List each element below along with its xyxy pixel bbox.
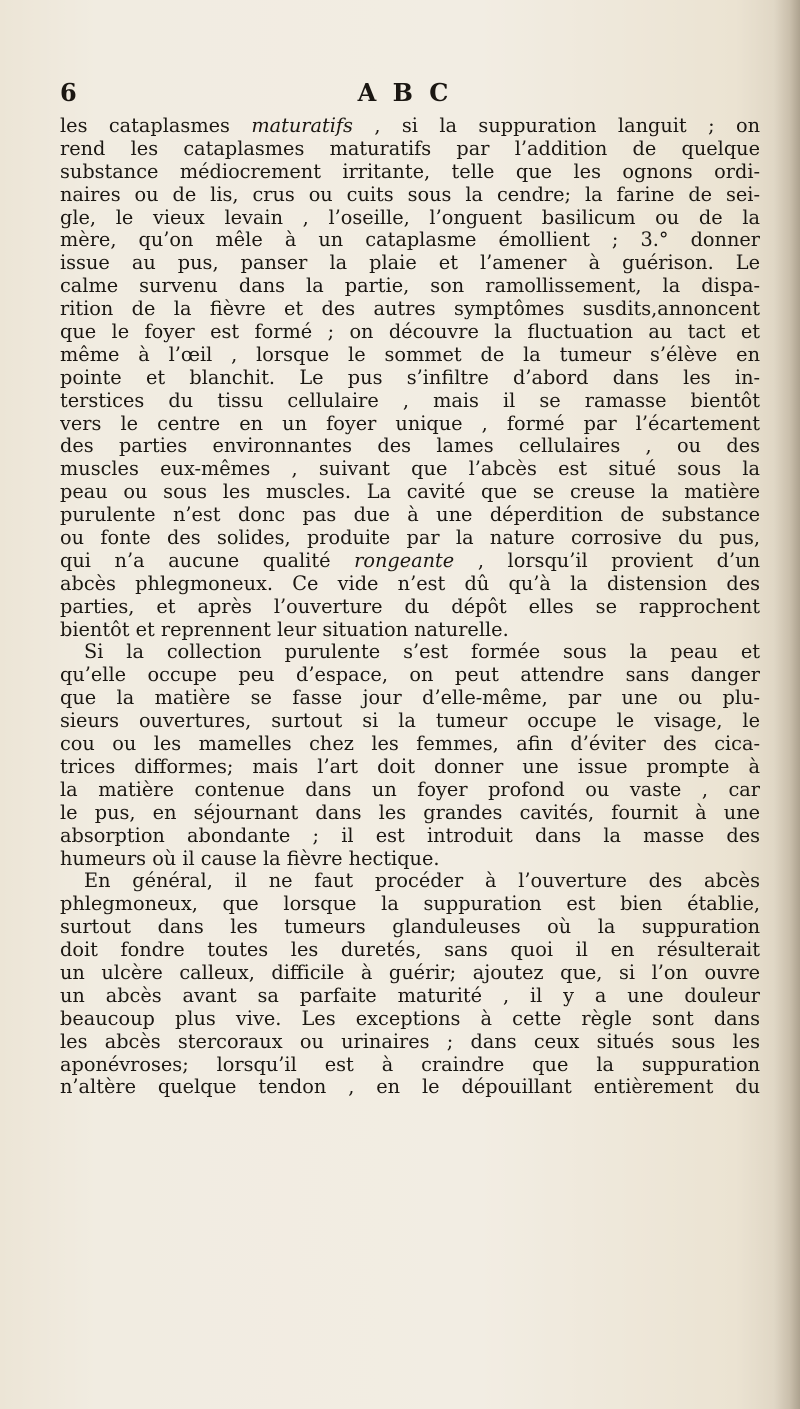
- text-line: [60, 848, 760, 871]
- text-segment: aponévroses; lorsqu’il est à craindre que la suppuration: [60, 1053, 760, 1076]
- text-line: [60, 1008, 760, 1031]
- text-line: [60, 252, 760, 275]
- text-segment: pointe et blanchit. Le pus s’infiltre d’abord dans les in-: [60, 366, 760, 389]
- text-segment: mère, qu’on mêle à un cataplasme émollient ; 3.° donner: [60, 229, 760, 252]
- text-segment: calme survenu dans la partie, son ramollissement, la dispa-: [60, 275, 760, 298]
- text-segment: muscles eux-mêmes , suivant que l’abcès est situé sous la: [60, 458, 760, 481]
- text-line: [60, 229, 760, 252]
- text-line: [60, 779, 760, 802]
- text-segment: des parties environnantes des lames cellulaires , ou des: [60, 435, 760, 458]
- text-line: [60, 710, 760, 733]
- text-segment: les abcès stercoraux ou urinaires ; dans ceux situés sous les: [60, 1030, 760, 1053]
- text-line: [60, 641, 760, 664]
- body-text: [60, 115, 760, 1099]
- text-line: [60, 962, 760, 985]
- text-line: [60, 619, 760, 642]
- text-line: [60, 184, 760, 207]
- text-segment: qu’elle occupe peu d’espace, on peut attendre sans danger: [60, 664, 760, 687]
- text-segment: parties, et après l’ouverture du dépôt elles se rapprochent: [60, 595, 760, 618]
- text-line: [60, 573, 760, 596]
- text-line: [60, 893, 760, 916]
- text-line: [60, 756, 760, 779]
- text-segment: En général, il ne faut procéder à l’ouverture des abcès: [84, 870, 760, 893]
- text-line: [60, 550, 760, 573]
- text-line: [60, 275, 760, 298]
- text-line: [60, 985, 760, 1008]
- text-segment: sieurs ouvertures, surtout si la tumeur occupe le visage, le: [60, 710, 760, 733]
- text-segment: abcès phlegmoneux. Ce vide n’est dû qu’à la distension des: [60, 572, 760, 595]
- text-segment: ou fonte des solides, produite par la nature corrosive du pus,: [60, 527, 760, 550]
- page-edge-shadow: [774, 0, 800, 1409]
- text-segment: , si la suppuration languit ; on: [352, 115, 760, 137]
- text-line: [60, 802, 760, 825]
- text-segment: trices difformes; mais l’art doit donner une issue prompte à: [60, 755, 760, 778]
- text-line: [60, 527, 760, 550]
- text-line: [60, 207, 760, 230]
- text-line: [60, 916, 760, 939]
- text-line: [60, 939, 760, 962]
- text-line: [60, 344, 760, 367]
- text-line: [60, 687, 760, 710]
- text-segment: rition de la fièvre et des autres symptômes susdits,annoncent: [60, 298, 760, 321]
- page-header: [60, 78, 750, 108]
- text-segment: un ulcère calleux, difficile à guérir; ajoutez que, si l’on ouvre: [60, 961, 760, 984]
- text-segment: le pus, en séjournant dans les grandes cavités, fournit à une: [60, 801, 760, 824]
- text-line: [60, 1031, 760, 1054]
- text-segment: Si la collection purulente s’est formée sous la peau et: [84, 641, 760, 664]
- text-line: [60, 664, 760, 687]
- text-line: [60, 1054, 760, 1077]
- text-line: [60, 1076, 760, 1099]
- text-segment: purulente n’est donc pas due à une déperdition de substance: [60, 504, 760, 527]
- text-line: [60, 138, 760, 161]
- text-segment: naires ou de lis, crus ou cuits sous la cendre; la farine de sei-: [60, 183, 760, 206]
- text-line: [60, 870, 760, 893]
- page-number: 6: [60, 78, 77, 107]
- text-segment: beaucoup plus vive. Les exceptions à cette règle sont dans: [60, 1007, 760, 1030]
- text-segment: que le foyer est formé ; on découvre la fluctuation au tact et: [60, 321, 760, 344]
- running-head: A B C: [357, 78, 453, 107]
- text-segment: doit fondre toutes les duretés, sans quoi il en résulterait: [60, 939, 760, 962]
- text-segment: même à l’œil , lorsque le sommet de la tumeur s’élève en: [60, 343, 760, 366]
- text-segment: , lorsqu’il provient d’un: [454, 549, 760, 572]
- text-segment: rend les cataplasmes maturatifs par l’addition de quelque: [60, 137, 760, 160]
- text-line: [60, 596, 760, 619]
- text-line: [60, 161, 760, 184]
- text-segment: bientôt et reprennent leur situation naturelle.: [60, 618, 509, 641]
- text-line: [60, 298, 760, 321]
- text-segment: vers le centre en un foyer unique , formé par l’écartement: [60, 412, 760, 435]
- text-segment: un abcès avant sa parfaite maturité , il y a une douleur: [60, 984, 760, 1007]
- text-line: [60, 458, 760, 481]
- text-line: [60, 504, 760, 527]
- text-line: [60, 115, 760, 138]
- text-segment: phlegmoneux, que lorsque la suppuration est bien établie,: [60, 893, 760, 916]
- text-segment: les cataplasmes: [60, 115, 252, 137]
- text-segment: substance médiocrement irritante, telle que les ognons ordi-: [60, 160, 760, 183]
- text-segment: que la matière se fasse jour d’elle-même, par une ou plu-: [60, 687, 760, 710]
- text-line: [60, 825, 760, 848]
- text-segment: la matière contenue dans un foyer profond ou vaste , car: [60, 778, 760, 801]
- text-segment: issue au pus, panser la plaie et l’amener à guérison. Le: [60, 252, 760, 275]
- text-line: [60, 435, 760, 458]
- text-segment: absorption abondante ; il est introduit dans la masse des: [60, 824, 760, 847]
- italic-term: rongeante: [354, 549, 455, 572]
- text-line: [60, 367, 760, 390]
- text-line: [60, 321, 760, 344]
- text-segment: n’altère quelque tendon , en le dépouillant entièrement du: [60, 1076, 760, 1099]
- text-line: [60, 733, 760, 756]
- text-segment: qui n’a aucune qualité: [60, 549, 355, 572]
- text-line: [60, 390, 760, 413]
- text-segment: terstices du tissu cellulaire , mais il se ramasse bientôt: [60, 389, 760, 412]
- text-segment: gle, le vieux levain , l’oseille, l’onguent basilicum ou de la: [60, 206, 760, 229]
- text-line: [60, 413, 760, 436]
- text-segment: cou ou les mamelles chez les femmes, afin d’éviter des cica-: [60, 733, 760, 756]
- italic-term: maturatifs: [251, 115, 353, 137]
- text-segment: peau ou sous les muscles. La cavité que se creuse la matière: [60, 481, 760, 504]
- text-line: [60, 481, 760, 504]
- text-segment: surtout dans les tumeurs glanduleuses où la suppuration: [60, 916, 760, 939]
- text-segment: humeurs où il cause la fièvre hectique.: [60, 847, 440, 870]
